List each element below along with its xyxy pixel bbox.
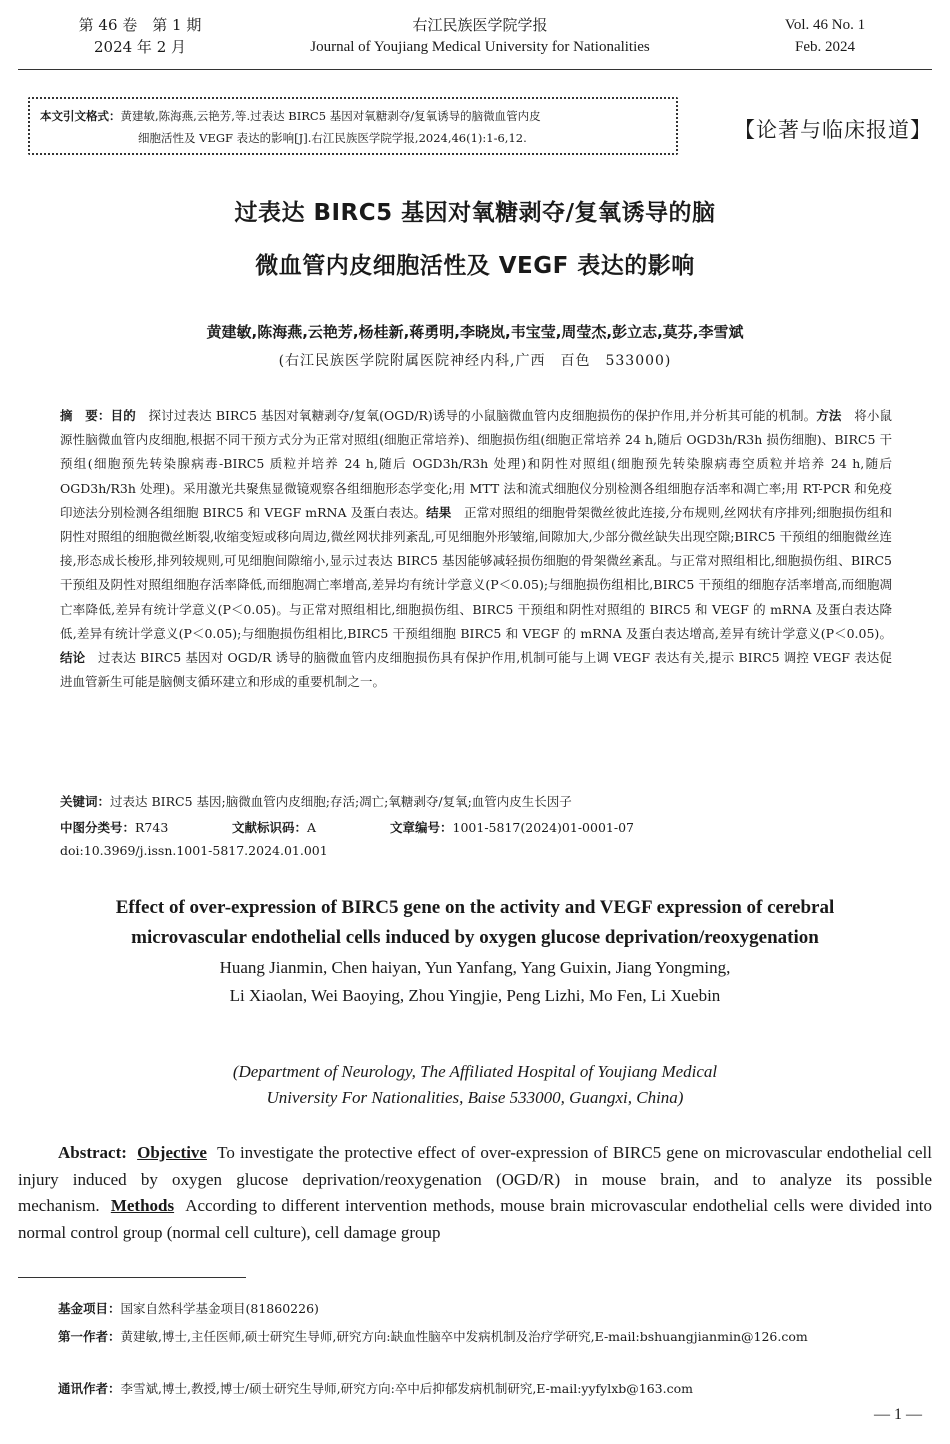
corresponding-author-text: 李雪斌,博士,教授,博士/硕士研究生导师,研究方向:卒中后抑郁发病机制研究,E-mail:yyfylxb@163.com: [120, 1381, 693, 1396]
corresponding-author-label: 通讯作者：: [58, 1381, 121, 1396]
authors-cn: 黄建敏,陈海燕,云艳芳,杨桂新,蒋勇明,李晓岚,韦宝莹,周莹杰,彭立志,莫芬,李雪斌: [206, 323, 744, 341]
abstract-cn-label: 摘 要：: [60, 408, 111, 423]
fund-label: 基金项目：: [58, 1301, 121, 1316]
page-number: — 1 —: [874, 1406, 922, 1423]
doi: doi:10.3969/j.issn.1001-5817.2024.01.001: [60, 843, 328, 858]
title-en: [40, 893, 910, 953]
clc-value: R743: [135, 820, 169, 835]
methods-en-label: Methods: [110, 1196, 175, 1215]
citation-text-2: 细胞活性及 VEGF 表达的影响[J].右江民族医学院学报,2024,46(1):1-6,12.: [138, 131, 527, 145]
date-en: Feb. 2024: [795, 39, 855, 55]
abstract-cn: [60, 404, 892, 694]
keywords-cn-text: 过表达 BIRC5 基因;脑微血管内皮细胞;存活;凋亡;氧糖剥夺/复氧;血管内皮生长因子: [110, 794, 572, 809]
affiliation-en-line-1: (Department of Neurology, The Affiliated Hospital of Youjiang Medical: [232, 1062, 718, 1081]
title-line-1: 过表达 BIRC5 基因对氧糖剥夺/复氧诱导的脑: [234, 200, 716, 226]
doc-code-group: [232, 818, 390, 836]
header-volume-cn: [60, 14, 220, 58]
methods-cn-text: 将小鼠源性脑微血管内皮细胞,根据不同干预方式分为正常对照组(细胞正常培养)、细胞损伤组(细胞正常培养 24 h,随后 OGD3h/R3h 损伤细胞)、BIRC5 干预组(细胞预先转染腺病毒-BIRC5 质粒并培养 24 h,随后 OGD3h/R3h 处理)和阴性对照组(细胞预先转染腺病毒空质粒并培养 24 h,随后 OGD3h/R3h 处理)。采用激光共聚焦显微镜观察各组细胞形态学变化;用 MTT 法和流式细胞仪分别检测各组细胞存活率和凋亡率;用 RT-PCR 和免疫印迹法分别检测各组细胞 BIRC5 和 VEGF mRNA 及蛋白表达。: [60, 408, 892, 520]
citation-line-1: [40, 105, 666, 127]
clc-label: 中图分类号：: [60, 820, 136, 835]
keywords-cn-label: 关键词：: [60, 794, 111, 809]
footnote-first-author: [18, 1325, 932, 1349]
affiliation-en: [40, 1059, 910, 1111]
article-number-value: 1001-5817(2024)01-0001-07: [452, 820, 634, 835]
article-number-group: [390, 818, 634, 836]
first-author-label: 第一作者：: [58, 1329, 121, 1344]
objective-en-text: To investigate the protective effect of over-expression of BIRC5 gene on microvascular endothelial cell injury induced by oxygen glucose deprivation/reoxygenation (OGD/R) in mouse brain, and to analyze its possible mechanism.: [18, 1143, 932, 1215]
journal-name-cn: 右江民族医学院学报: [412, 16, 548, 34]
authors-en-line-1: Huang Jianmin, Chen haiyan, Yun Yanfang, Yang Guixin, Jiang Yongming,: [219, 958, 731, 977]
header-volume-en: [760, 14, 890, 58]
citation-label: 本文引文格式：: [40, 109, 121, 123]
title-line-2: 微血管内皮细胞活性及 VEGF 表达的影响: [255, 253, 695, 279]
doc-code-value: A: [307, 820, 317, 835]
footnote-corresponding-author: [18, 1377, 932, 1401]
results-cn-text: 正常对照组的细胞骨架微丝彼此连接,分布规则,丝网状有序排列;细胞损伤组和阴性对照组的细胞微丝断裂,收缩变短或移向周边,微丝网状排列紊乱,可见细胞外形皱缩,间隙加大,少部分微丝缺失出现空隙;BIRC5 干预组的细胞微丝连接,形态成长梭形,排列较规则,可见细胞间隙缩小,显示过表达 BIRC5 基因能够减轻损伤细胞的骨架微丝紊乱。与正常对照组相比,细胞损伤组、BIRC5 干预组及阴性对照组细胞存活率降低,而细胞凋亡率增高,差异均有统计学意义(P＜0.05);与细胞损伤组相比,BIRC5 干预组的细胞存活率增高,而细胞凋亡率降低,差异有统计学意义(P＜0.05)。与正常对照组相比,细胞损伤组、BIRC5 干预组和阴性对照组的 BIRC5 和 VEGF 的 mRNA 及蛋白表达降低,差异有统计学意义(P＜0.05);与细胞损伤组相比,BIRC5 干预组细胞 BIRC5 和 VEGF 的 mRNA 及蛋白表达增高,差异有统计学意义(P＜0.05)。: [60, 504, 892, 641]
objective-cn-text: 探讨过表达 BIRC5 基因对氧糖剥夺/复氧(OGD/R)诱导的小鼠脑微血管内皮细胞损伤的保护作用,并分析其可能的机制。: [148, 408, 817, 423]
methods-en-text: According to different intervention methods, mouse brain microvascular endothelial cells were divided into normal control group (normal cell culture), cell damage group: [18, 1196, 932, 1242]
doc-code-label: 文献标识码：: [232, 820, 308, 835]
abstract-en: [18, 1140, 932, 1246]
authors-en-line-2: Li Xiaolan, Wei Baoying, Zhou Yingjie, Peng Lizhi, Mo Fen, Li Xuebin: [229, 986, 721, 1005]
objective-en-label: Objective: [137, 1143, 207, 1162]
citation-text-1: 黄建敏,陈海燕,云艳芳,等.过表达 BIRC5 基因对氧糖剥夺/复氧诱导的脑微血管内皮: [120, 109, 541, 123]
clc-group: [60, 818, 232, 836]
title-en-line-2: microvascular endothelial cells induced by oxygen glucose deprivation/reoxygenation: [131, 927, 819, 948]
volume-issue-en: Vol. 46 No. 1: [784, 17, 866, 33]
footnote-rule: [18, 1277, 246, 1278]
conclusion-cn-text: 过表达 BIRC5 基因对 OGD/R 诱导的脑微血管内皮细胞损伤具有保护作用,机制可能与上调 VEGF 表达有关,提示 BIRC5 调控 VEGF 表达促进血管新生可能是脑侧支循环建立和形成的重要机制之一。: [60, 650, 892, 690]
conclusion-cn-label: 结论: [60, 650, 86, 666]
header-rule: [18, 69, 932, 70]
classification-row: [60, 818, 892, 836]
affiliation-cn: (右江民族医学院附属医院神经内科,广西 百色 533000): [278, 353, 672, 369]
column-label: 【论著与临床报道】: [734, 118, 932, 142]
affiliation-en-line-2: University For Nationalities, Baise 533000, Guangxi, China): [266, 1088, 684, 1107]
article-number-label: 文章编号：: [390, 820, 453, 835]
date-cn: 2024 年 2 月: [93, 38, 187, 56]
journal-name-en: Journal of Youjiang Medical University for Nationalities: [310, 39, 650, 55]
methods-cn-label: 方法: [816, 408, 842, 423]
volume-issue-cn: 第 46 卷 第 1 期: [78, 16, 202, 34]
citation-box: [28, 97, 678, 155]
keywords-cn: [60, 792, 892, 810]
fund-text: 国家自然科学基金项目(81860226): [120, 1301, 319, 1316]
objective-cn-label: 目的: [110, 408, 136, 423]
authors-en: [40, 954, 910, 1010]
first-author-text: 黄建敏,博士,主任医师,硕士研究生导师,研究方向:缺血性脑卒中发病机制及治疗学研究,E-mail:bshuangjianmin@126.com: [120, 1329, 808, 1344]
abstract-en-label: Abstract:: [58, 1143, 127, 1162]
results-cn-label: 结果: [426, 504, 452, 520]
footnote-fund: [18, 1297, 932, 1321]
header-journal: [240, 14, 720, 58]
title-en-line-1: Effect of over-expression of BIRC5 gene on the activity and VEGF expression of cerebral: [115, 897, 835, 918]
